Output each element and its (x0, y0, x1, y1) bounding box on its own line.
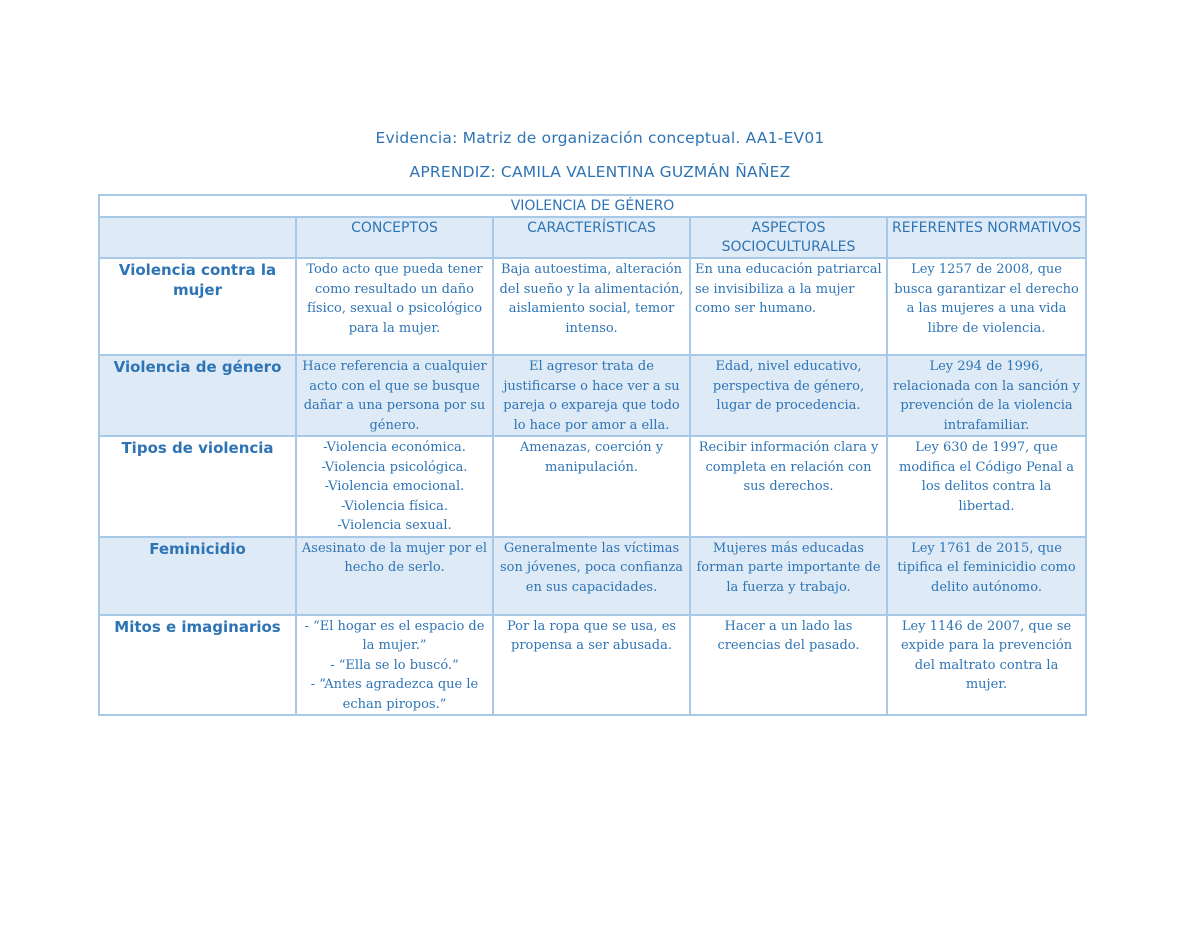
document-subtitle: APRENDIZ: CAMILA VALENTINA GUZMÁN ÑAÑEZ (409, 163, 791, 181)
table-row (99, 436, 1086, 537)
cell-referentes: Ley 1257 de 2008, que busca garantizar el derecho a las mujeres a una vida libre de violencia. (887, 258, 1086, 355)
cell-concepto: Asesinato de la mujer por el hecho de serlo. (296, 537, 493, 615)
list-item: -Violencia física. (340, 498, 449, 514)
row-label: Feminicidio (99, 537, 296, 615)
list-item: -Violencia sexual. (337, 518, 452, 533)
list-item: - “Antes agradezca que le echan piropos.” (310, 677, 479, 712)
column-header-caracteristicas: CARACTERÍSTICAS (493, 217, 690, 258)
cell-caracteristicas: El agresor trata de justificarse o hace ver a su pareja o expareja que todo lo hace por amor a ella. (493, 355, 690, 436)
table-row (99, 537, 1086, 615)
cell-referentes: Ley 1146 de 2007, que se expide para la prevención del maltrato contra la mujer. (887, 615, 1086, 716)
document-title: Evidencia: Matriz de organización conceptual. AA1-EV01 (375, 129, 825, 147)
list-item: - “Ella se lo buscó.” (330, 657, 459, 673)
concept-matrix-table (98, 194, 1087, 716)
cell-aspectos: En una educación patriarcal se invisibiliza a la mujer como ser humano. (690, 258, 887, 355)
cell-referentes: Ley 630 de 1997, que modifica el Código Penal a los delitos contra la libertad. (887, 436, 1086, 537)
cell-aspectos: Recibir información clara y completa en relación con sus derechos. (690, 436, 887, 537)
list-item: -Violencia emocional. (324, 479, 465, 494)
column-header-conceptos: CONCEPTOS (296, 217, 493, 258)
list-item: - “El hogar es el espacio de la mujer.” (304, 618, 485, 653)
cell-aspectos: Edad, nivel educativo, perspectiva de género, lugar de procedencia. (690, 355, 887, 436)
row-label: Tipos de violencia (99, 436, 296, 537)
column-header-row (99, 217, 1086, 258)
row-label: Mitos e imaginarios (99, 615, 296, 716)
column-header-empty (99, 217, 296, 258)
table-row (99, 258, 1086, 355)
cell-concepto: Todo acto que pueda tener como resultado un daño físico, sexual o psicológico para la mujer. (296, 258, 493, 355)
cell-concepto: Hace referencia a cualquier acto con el que se busque dañar a una persona por su género. (296, 355, 493, 436)
cell-aspectos: Hacer a un lado las creencias del pasado. (690, 615, 887, 716)
row-label: Violencia contra la mujer (99, 258, 296, 355)
table-heading-row (99, 195, 1086, 217)
column-header-aspectos: ASPECTOS SOCIOCULTURALES (690, 217, 887, 258)
table-heading: VIOLENCIA DE GÉNERO (99, 195, 1086, 217)
table-row (99, 355, 1086, 436)
cell-caracteristicas: Por la ropa que se usa, es propensa a ser abusada. (493, 615, 690, 716)
list-item: -Violencia psicológica. (321, 459, 468, 475)
cell-concepto-list (296, 436, 493, 537)
cell-caracteristicas: Amenazas, coerción y manipulación. (493, 436, 690, 537)
list-item: -Violencia económica. (323, 440, 466, 455)
row-label: Violencia de género (99, 355, 296, 436)
cell-aspectos: Mujeres más educadas forman parte importante de la fuerza y trabajo. (690, 537, 887, 615)
cell-referentes: Ley 1761 de 2015, que tipifica el feminicidio como delito autónomo. (887, 537, 1086, 615)
cell-concepto-list (296, 615, 493, 716)
cell-referentes: Ley 294 de 1996, relacionada con la sanción y prevención de la violencia intrafamiliar. (887, 355, 1086, 436)
cell-caracteristicas: Baja autoestima, alteración del sueño y la alimentación, aislamiento social, temor intenso. (493, 258, 690, 355)
column-header-referentes: REFERENTES NORMATIVOS (887, 217, 1086, 258)
table-row (99, 615, 1086, 716)
cell-caracteristicas: Generalmente las víctimas son jóvenes, poca confianza en sus capacidades. (493, 537, 690, 615)
